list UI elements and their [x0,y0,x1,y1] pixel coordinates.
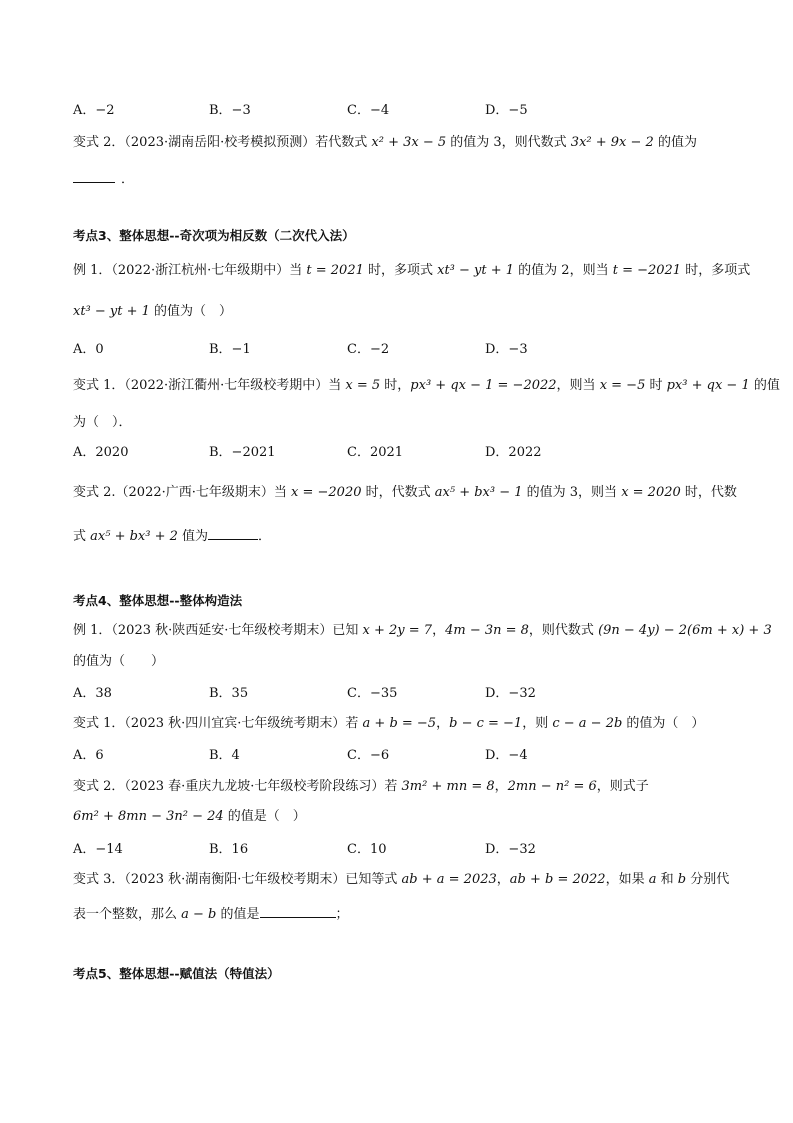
question-text: 变式 2.（2022·广西·七年级期末）当 [73,485,292,500]
math-expression: 6m² + 8mn − 3n² − 24 [73,809,224,824]
math-expression: xt³ − yt + 1 [73,304,150,319]
variant-2-question-cont [73,808,306,826]
option-a: A．2020 [73,445,129,460]
option-b: B．35 [209,686,249,701]
variant-1-question [73,377,780,395]
math-expression: b − c = −1 [449,716,523,731]
math-expression: b [677,872,687,887]
math-expression: 3x² + 9x − 2 [570,135,654,150]
punctuation: ． [258,529,272,544]
question-text: 的值为 3，则当 [522,485,622,500]
option-d: D．−4 [485,748,528,763]
question-text: 时 [645,378,667,393]
question-text: ，则代数式 [528,623,599,638]
example-1-question-cont [73,303,232,321]
example-1-question-cont: 的值为（ ） [73,654,165,669]
math-expression: t = −2021 [612,263,682,278]
option-a: A．−14 [73,842,123,857]
question-text: ， [496,872,510,887]
option-d: D．−5 [485,103,528,118]
math-expression: a [648,872,657,887]
question-text: 值为 [177,529,209,544]
option-a: A．38 [73,686,112,701]
question-text: ，则式子 [596,779,649,794]
math-expression: t = 2021 [306,263,364,278]
question-text: 变式 1．（2023 秋·四川宜宾·七年级统考期末）若 [73,716,363,731]
math-expression: xt³ − yt + 1 [437,263,515,278]
math-expression: x + 2y = 7 [362,623,433,638]
math-expression: x = 2020 [621,485,681,500]
variant-3-question-cont [73,903,349,924]
math-expression: ab + b = 2022 [509,872,606,887]
option-c: C．2021 [347,445,404,460]
question-text: 式 [73,529,91,544]
question-text: 和 [656,872,678,887]
example-1-question [73,262,750,280]
question-text: 例 1．（2022·浙江杭州·七年级期中）当 [73,263,307,278]
question-text: 变式 1．（2022·浙江衢州·七年级校考期中）当 [73,378,346,393]
answer-blank[interactable] [208,525,258,540]
question-text: ， [494,779,508,794]
math-expression: ab + a = 2023 [401,872,497,887]
option-c: C．10 [347,842,387,857]
section-heading-5: 考点5、整体思想--赋值法（特值法） [73,966,280,981]
question-text: 的值为 3，则代数式 [446,135,571,150]
option-b: B．−1 [209,342,251,357]
math-expression: ax⁵ + bx³ + 2 [90,529,178,544]
math-expression: 3m² + mn = 8 [401,779,495,794]
question-text: ， [436,716,450,731]
question-text: 时， [380,378,411,393]
variant-1-question-cont: 为（ ）． [73,415,132,430]
question-text: 的值为 2，则当 [514,263,613,278]
option-d: D．−32 [485,686,536,701]
math-expression: x = −5 [599,378,646,393]
option-c: C．−4 [347,103,390,118]
question-text: 的值 [749,378,780,393]
question-text: 变式 3．（2023 秋·湖南衡阳·七年级校考期末）已知等式 [73,872,402,887]
question-text: 的值为（ ） [622,716,705,731]
section-heading-3: 考点3、整体思想--奇次项为相反数（二次代入法） [73,228,355,243]
question-text: ，则当 [556,378,600,393]
question-text: ，如果 [605,872,649,887]
math-expression: x = −2020 [291,485,362,500]
math-expression: px³ + qx − 1 = −2022 [410,378,557,393]
section-heading-4: 考点4、整体思想--整体构造法 [73,593,243,608]
question-text: 的值为（ ） [149,304,233,319]
math-expression: px³ + qx − 1 [666,378,750,393]
math-expression: a − b [181,907,217,922]
option-d: D．−3 [485,342,528,357]
math-expression: c − a − 2b [552,716,623,731]
math-expression: ax⁵ + bx³ − 1 [434,485,523,500]
option-b: B．4 [209,748,240,763]
question-text: 表一个整数，那么 [73,907,182,922]
question-text: 分别代 [686,872,730,887]
answer-blank[interactable] [73,168,115,183]
question-text: 的值是（ ） [223,809,306,824]
variant-3-question [73,871,729,889]
variant-2-question-cont [73,525,271,546]
variant-2-question [73,484,737,502]
answer-blank[interactable] [260,903,336,918]
question-text: 时，多项式 [363,263,438,278]
math-expression: 4m − 3n = 8 [445,623,529,638]
option-c: C．−6 [347,748,390,763]
question-text: 时，代数 [680,485,737,500]
answer-line [73,168,134,189]
variant-2-question [73,134,697,152]
math-expression: x² + 3x − 5 [371,135,447,150]
math-expression: x = 5 [345,378,381,393]
example-1-question [73,622,772,640]
question-text: 时，代数式 [361,485,435,500]
question-text: 的值为 [653,135,697,150]
question-text: ，则 [522,716,553,731]
math-expression: a + b = −5 [362,716,437,731]
variant-2-question [73,778,649,796]
question-text: 时，多项式 [681,263,751,278]
question-text: 变式 2．（2023 春·重庆九龙坡·七年级校考阶段练习）若 [73,779,402,794]
math-expression: (9n − 4y) − 2(6m + x) + 3 [598,623,772,638]
question-text: 变式 2．（2023·湖南岳阳·校考模拟预测）若代数式 [73,135,372,150]
option-a: A．6 [73,748,104,763]
option-b: B．16 [209,842,249,857]
option-b: B．−2021 [209,445,276,460]
option-d: D．−32 [485,842,536,857]
option-a: A．−2 [73,103,115,118]
question-text: 例 1．（2023 秋·陕西延安·七年级校考期末）已知 [73,623,363,638]
option-c: C．−35 [347,686,398,701]
option-c: C．−2 [347,342,390,357]
punctuation: ； [335,907,349,922]
option-d: D．2022 [485,445,542,460]
question-text: 的值是 [216,907,260,922]
variant-1-question [73,715,704,733]
question-text: ， [432,623,446,638]
option-a: A．0 [73,342,104,357]
option-b: B．−3 [209,103,251,118]
math-expression: 2mn − n² = 6 [507,779,597,794]
punctuation: ． [121,172,135,187]
